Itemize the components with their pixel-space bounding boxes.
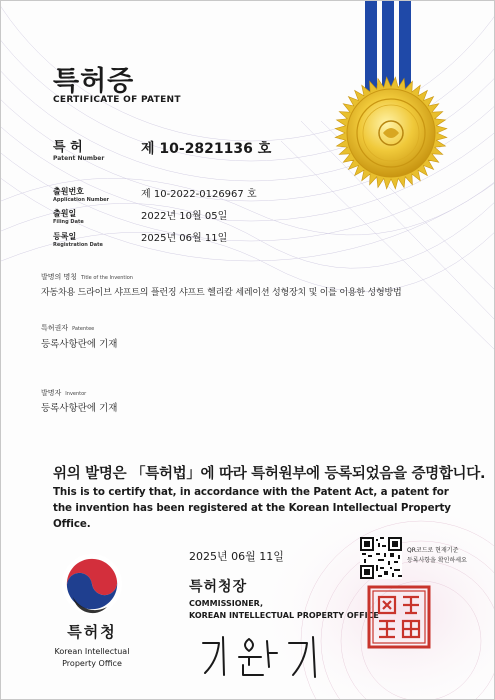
qr-note-line1: QR코드로 현재기준 (407, 547, 459, 554)
application-number-value: 제 10-2022-0126967 호 (141, 189, 257, 200)
patent-number-label-english: Patent Number (53, 155, 105, 162)
filing-date-label: 출원일 (53, 209, 77, 218)
registration-date-value: 2025년 06월 11일 (141, 233, 228, 244)
inventor-label-english: Inventor (65, 391, 87, 397)
official-seal-stamp (367, 585, 431, 649)
commissioner-signature (197, 631, 327, 679)
patentee-label (41, 323, 94, 333)
registration-date-label-english: Registration Date (53, 242, 103, 248)
gold-seal-icon (331, 73, 451, 193)
certificate-title-english: CERTIFICATE OF PATENT (53, 95, 181, 105)
inventor-value: 등록사항란에 기재 (41, 403, 118, 414)
office-name-english-line1: Korean Intellectual (54, 647, 130, 656)
certification-statement-korean: 위의 발명은 「특허법」에 따라 특허원부에 등록되었음을 증명합니다. (53, 466, 486, 482)
qr-note-line2: 등록사항을 확인하세요 (407, 557, 467, 564)
inventor-label-korean: 발명자 (41, 389, 62, 397)
inventor-label (41, 388, 86, 398)
patentee-label-korean: 특허권자 (41, 324, 69, 332)
office-name-english-line2: Property Office (62, 659, 122, 668)
patentee-label-english: Patentee (72, 326, 95, 332)
patent-number-value: 제 10-2821136 호 (141, 141, 272, 157)
invention-title-label-korean: 발명의 명칭 (41, 273, 78, 281)
application-number-label: 출원번호 (53, 187, 84, 196)
issue-date: 2025년 06월 11일 (189, 550, 284, 563)
kipo-taegeuk-logo-icon (59, 551, 125, 617)
qr-note (407, 546, 467, 566)
patentee-value: 등록사항란에 기재 (41, 339, 118, 350)
commissioner-title-english-line2: KOREAN INTELLECTUAL PROPERTY OFFICE (189, 611, 379, 620)
certificate-title: 특허증 (53, 66, 135, 97)
office-name-korean: 특허청 (67, 623, 117, 641)
registration-date-label: 등록일 (53, 232, 77, 241)
invention-title-label-english: Title of the Invention (81, 275, 133, 281)
filing-date-value: 2022년 10월 05일 (141, 211, 228, 222)
invention-title-value: 자동차용 드라이브 샤프트의 플런징 샤프트 헬리칼 세레이션 성형장치 및 이를 이용한 성형방법 (41, 288, 402, 298)
application-number-label-english: Application Number (53, 197, 110, 203)
certification-statement-english: This is to certify that, in accordance with the Patent Act, a patent for the invention has been registered at the Korean Intellectual Property Office. (53, 486, 451, 530)
patent-number-label: 특 허 (53, 140, 83, 155)
qr-code[interactable] (360, 537, 402, 579)
invention-title-label (41, 272, 133, 282)
filing-date-label-english: Filing Date (53, 219, 84, 225)
commissioner-title-korean: 특허청장 (189, 579, 248, 595)
commissioner-title-english-line1: COMMISSIONER, (189, 599, 264, 608)
